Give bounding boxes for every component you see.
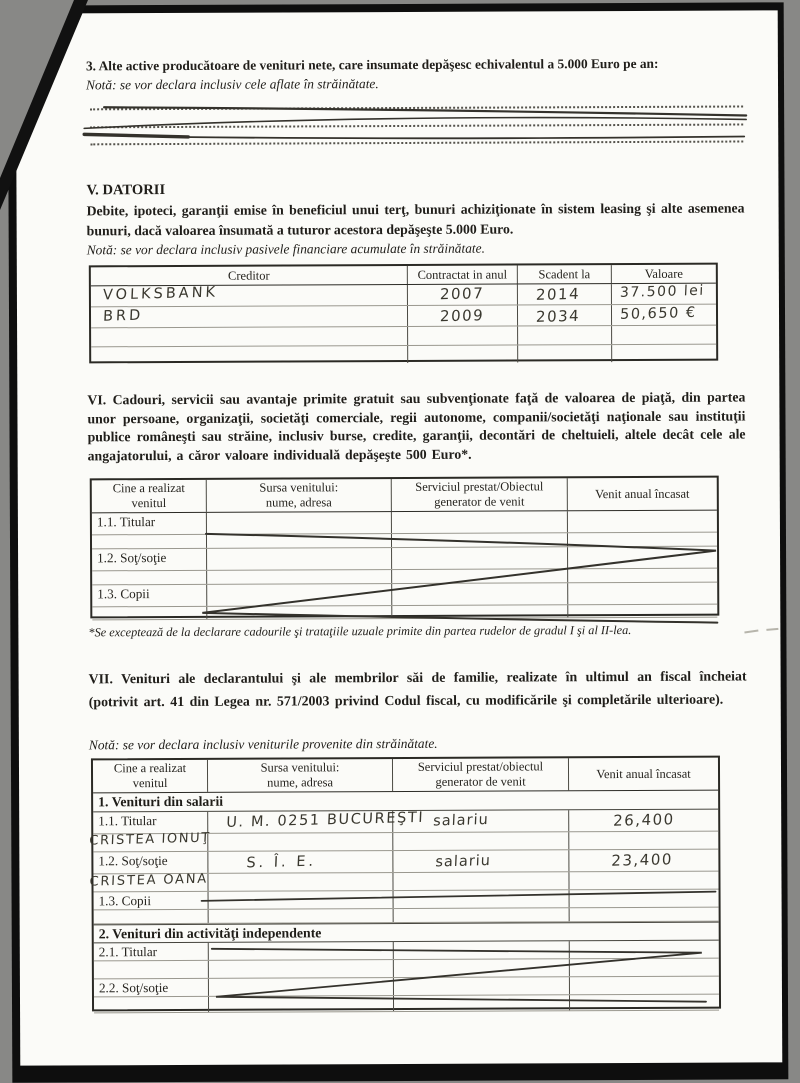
cell-value: [612, 305, 716, 325]
pencil-mark: [744, 629, 758, 633]
section7-note: Notă: se vor declara inclusiv veniturile provenite din străinătate.: [88, 735, 438, 753]
header-serviciul: Serviciul prestat/Obiectul generator de venit: [392, 478, 568, 511]
cell-source: [208, 851, 393, 873]
header-creditor: Creditor: [91, 266, 408, 285]
handwritten-value: 37.500 lei: [619, 282, 706, 301]
header-sursa: Sursa venitului: nume, adresa: [207, 479, 392, 512]
section5-body: Debite, ipoteci, garanţii emise în beneficiul unui terţ, bunuri achiziţionate în sistem leasing şi alte asemenea bunuri, dacă valoarea însumată a tuturor acestora depăşeşte 5.000 Euro.: [86, 200, 745, 238]
row-label: 2.2. Soţ/soţie: [98, 980, 169, 996]
debts-row-volksbank: [91, 284, 716, 308]
row-label: 2.1. Titular: [98, 944, 158, 960]
handwritten-name: CRISTEA IONUŢ: [88, 830, 212, 849]
handwritten-value: 50,650 €: [619, 304, 697, 323]
handwritten-amount: 23,400: [611, 850, 674, 870]
gifts-row-children: [92, 583, 717, 608]
header-scadent: Scadent la: [518, 265, 612, 283]
cell-year-contract: [408, 305, 518, 325]
income-group2-title: 2. Venituri din activităţi independente: [94, 922, 719, 944]
document-page: [16, 10, 783, 1065]
section6-footnote: *Se exceptează de la declarare cadourile şi trataţiile uzuale primite din partea rudelor de gradul I şi al II-lea.: [88, 622, 632, 640]
handwritten-year: 2014: [535, 284, 581, 304]
fill-in-line: [90, 123, 743, 128]
income-header-row: [93, 758, 718, 794]
cell-year-due: [518, 305, 612, 325]
gifts-table: [90, 476, 720, 619]
section3-title: 3. Alte active producătoare de venituri nete, care insumate depăşesc echivalentul a 5.000 Euro pe an:: [85, 55, 659, 74]
row-label: 1.3. Copii: [98, 893, 151, 909]
income-table: [88, 756, 721, 1012]
gifts-row-titular: [92, 511, 717, 536]
section6-body: VI. Cadouri, servicii sau avantaje primite gratuit sau subvenţionate faţă de valoarea de piaţă, din partea unor persoane, organizaţii, societăţi comerciale, regii autonome, companii/societăţi naţionale sau instituţii publice româneşti sau străine, inclusiv burse, credite, garanţii, decontări de cheltuieli, altele decât cele ale angajatorului, a căror valoare individuală depăşeşte 500 Euro*.: [87, 389, 746, 464]
row-label: 1.2. Soţ/soţie: [97, 550, 167, 566]
handwritten-source: U. M. 0251 BUCUREŞTI: [225, 809, 425, 831]
row-label: 1.2. Soţ/soţie: [98, 853, 168, 869]
handwritten-service: salariu: [432, 812, 490, 830]
cell-creditor: [91, 285, 408, 306]
gifts-subrow: [92, 605, 717, 621]
gifts-header-row: [92, 478, 717, 514]
handwritten-creditor: BRD: [102, 307, 144, 325]
header-venit: Venit anual încasat: [596, 766, 691, 781]
header-cine: Cine a realizat venitul: [92, 480, 207, 513]
handwritten-service: salariu: [435, 853, 492, 871]
cell-service: [393, 810, 569, 832]
cell-year-contract: [408, 284, 518, 304]
fill-in-line: [90, 140, 743, 145]
fill-in-line: [90, 105, 743, 110]
debts-row-empty: [91, 345, 716, 365]
cell-creditor: [91, 306, 408, 327]
handwritten-year: 2034: [535, 306, 581, 326]
section5-title: V. DATORII: [86, 182, 166, 199]
cell-year-due: [518, 284, 612, 304]
section3-note: Notă: se vor declara inclusiv cele aflate în străinătate.: [85, 76, 379, 93]
cell-service: [393, 850, 569, 872]
income-group1-title: 1. Venituri din salarii: [93, 791, 718, 813]
header-cine: Cine a realizat venitul: [93, 760, 208, 793]
row-label: 1.1. Titular: [96, 514, 156, 530]
debts-table: [89, 263, 718, 364]
section5-note: Notă: se vor declara inclusiv pasivele financiare acumulate în străinătate.: [86, 240, 485, 258]
handwritten-amount: 26,400: [612, 810, 676, 830]
cell-amount: [569, 810, 718, 832]
row-label: 1.1. Titular: [98, 813, 157, 829]
header-contractat: Contractat in anul: [408, 265, 518, 283]
handwritten-year: 2007: [439, 284, 485, 304]
gifts-row-spouse: [92, 547, 717, 572]
handwritten-year: 2009: [439, 306, 485, 326]
income-row-spouse: [93, 850, 718, 875]
debts-row-brd: [91, 305, 716, 329]
handwritten-source: S. Î. E.: [246, 853, 317, 872]
pencil-mark: [766, 628, 778, 631]
handwritten-creditor: VOLKSBANK: [102, 284, 219, 304]
header-venit: Venit anual încasat: [595, 486, 690, 501]
handwritten-name: CRISTEA OANA: [89, 871, 209, 890]
income-subrow: [94, 995, 719, 1014]
header-valoare: Valoare: [644, 266, 683, 281]
row-label: 1.3. Copii: [97, 586, 150, 602]
cell-source: [208, 809, 425, 833]
header-sursa: Sursa venitului: nume, adresa: [208, 759, 393, 792]
section7-body: VII. Venituri ale declarantului şi ale membrilor săi de familie, realizate în ultimul an fiscal încheiat (potrivit art. 41 din Legea nr. 571/2003 privind Codul fiscal, cu modificările şi completările ulterioare).: [88, 669, 747, 711]
cell-amount: [569, 850, 718, 872]
cell-value: [612, 284, 716, 304]
header-serviciul: Serviciul prestat/obiectul generator de venit: [393, 758, 569, 791]
